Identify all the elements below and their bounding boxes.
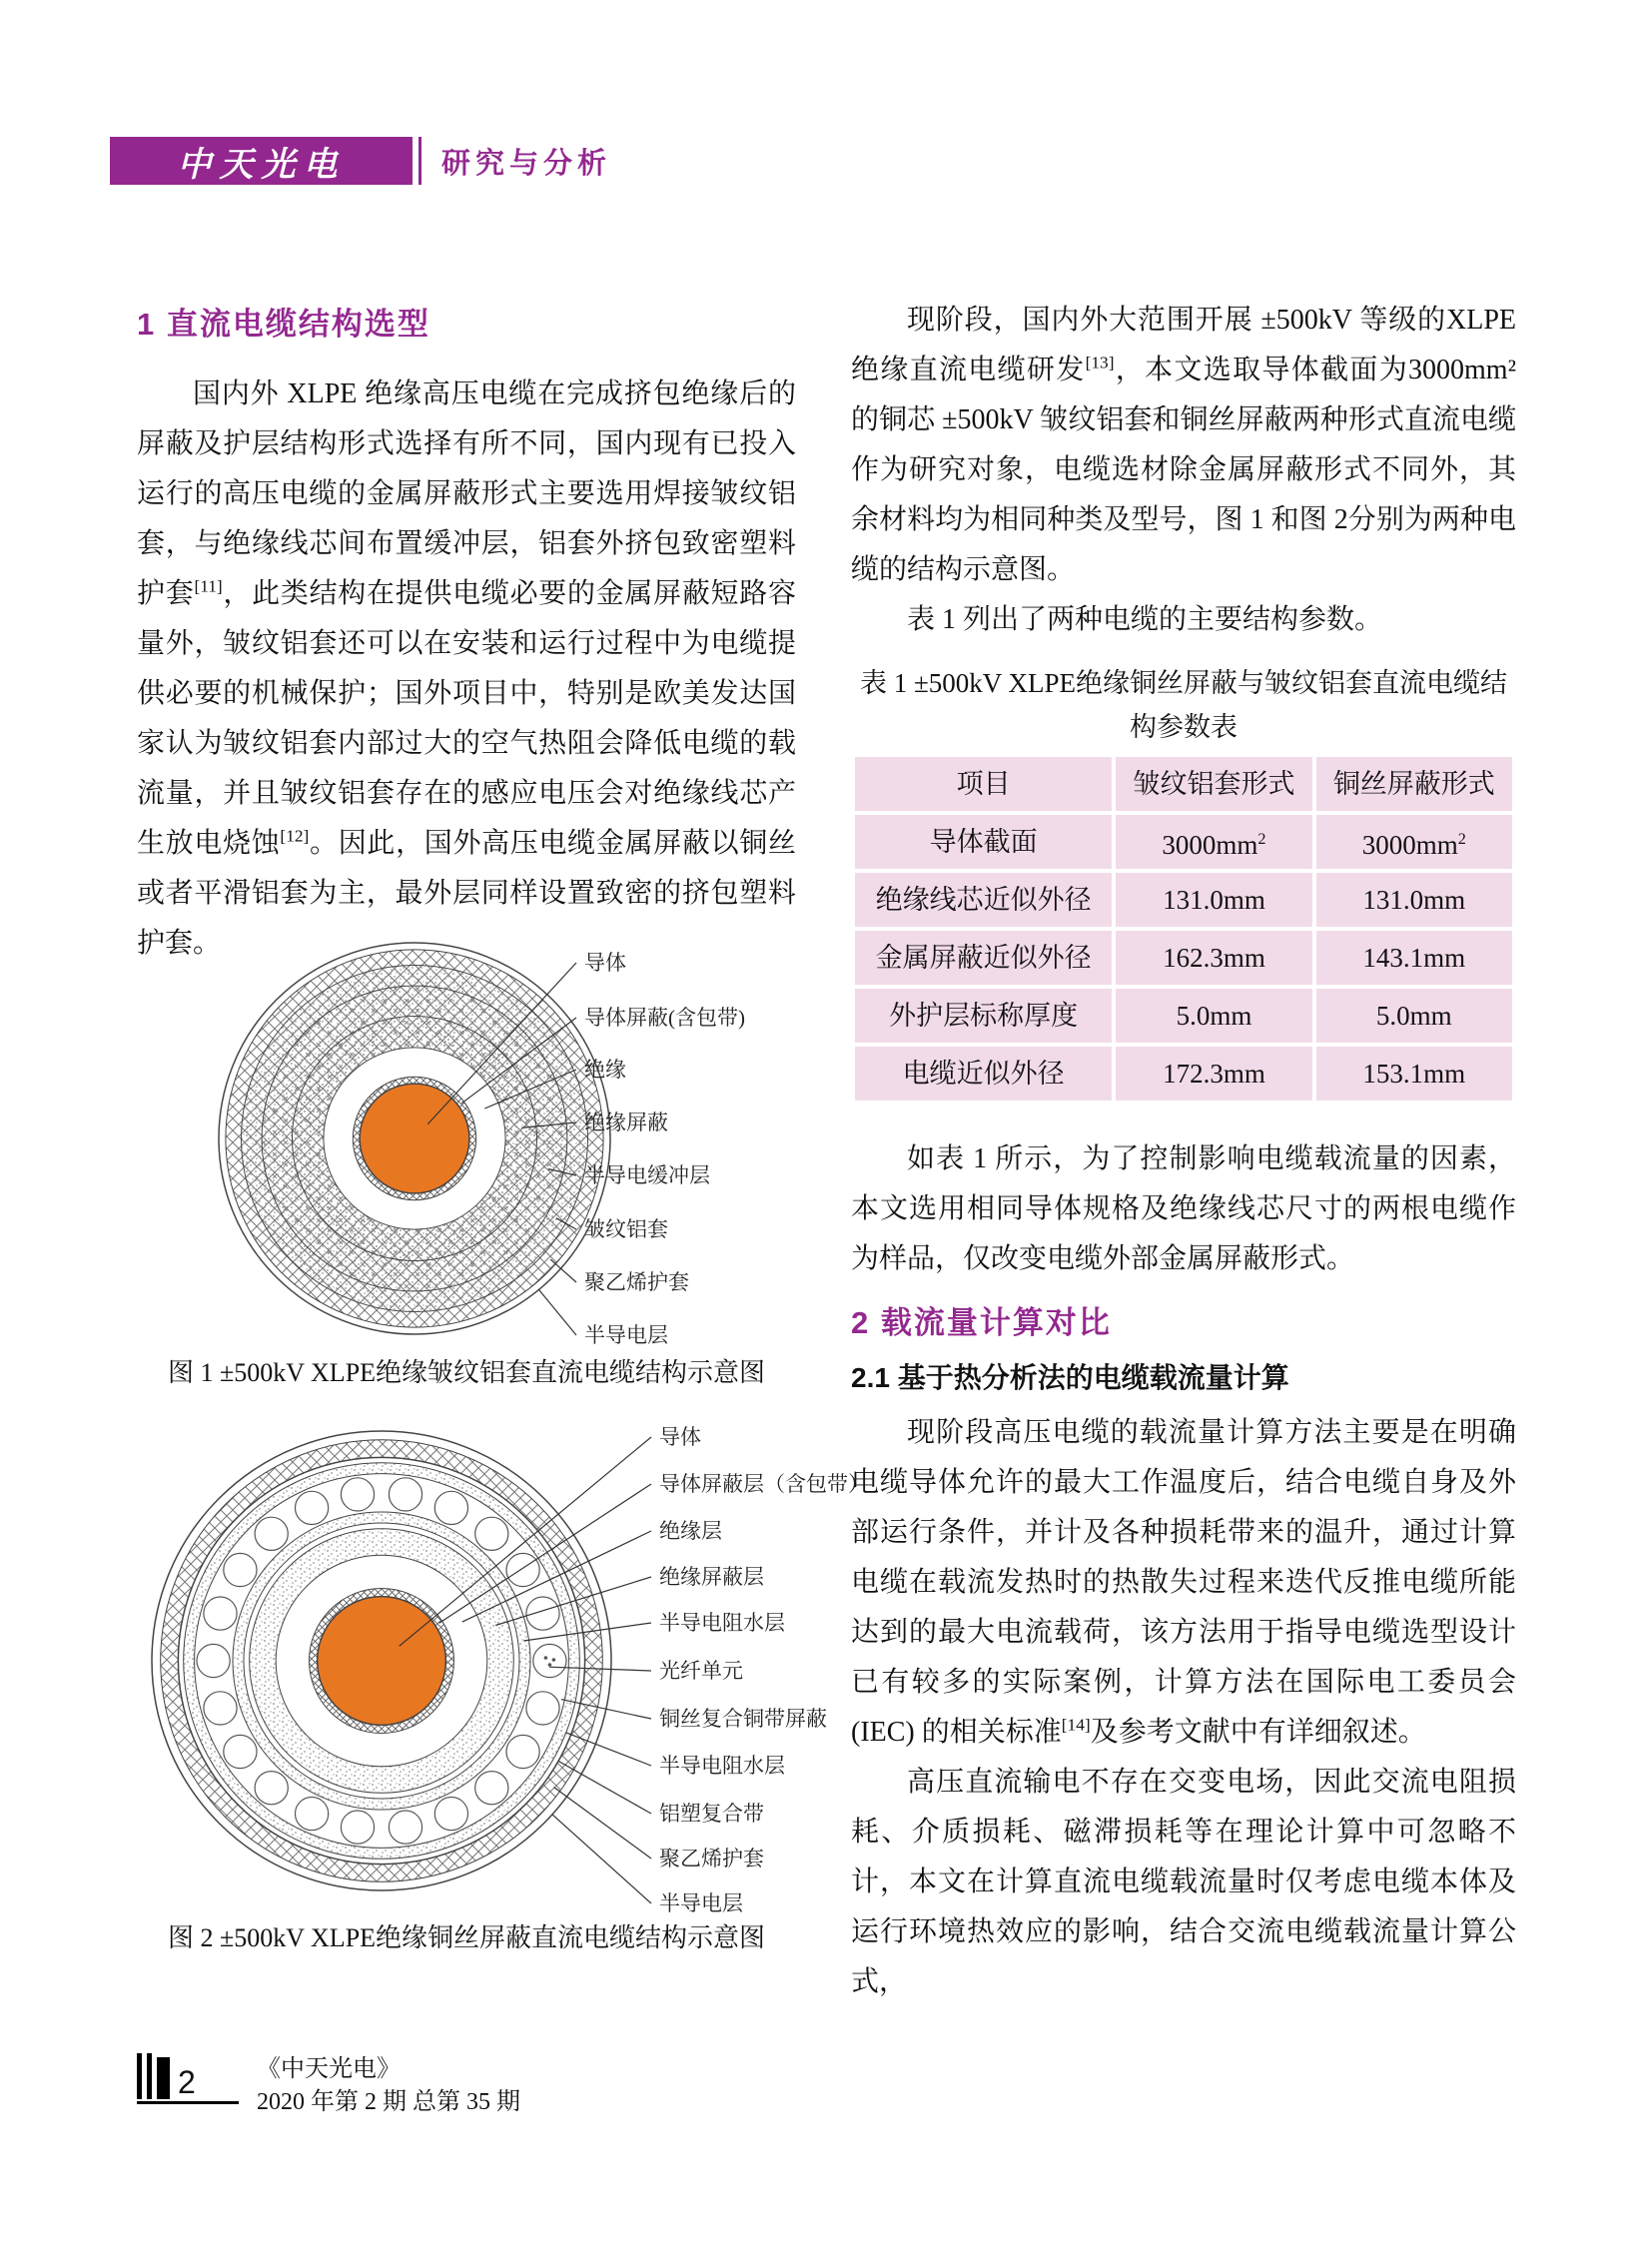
table-cell: 外护层标称厚度 [855,989,1112,1043]
figure-label: 半导电阻水层 [659,1611,785,1635]
issue-info: 2020 年第 2 期 总第 35 期 [257,2089,520,2115]
table-cell: $3000mm^2$ [1316,815,1512,869]
figure-label: 半导电缓冲层 [584,1163,710,1187]
right-paragraph-5: 高压直流输电不存在交变电场，因此交流电阻损耗、介质损耗、磁滞损耗等在理论计算中可忽略不计，本文在计算直流电缆载流量时仅考虑电缆本体及运行环境热效应的影响，结合交流电缆载流量计算公式， [851,1767,1516,1997]
table-cell: 金属屏蔽近似外径 [855,931,1112,985]
figure-label: 聚乙烯护套 [584,1270,689,1294]
table-row [855,815,1512,869]
table-row [855,873,1512,927]
table-row [855,931,1512,985]
table-row [855,989,1512,1043]
right-paragraph-3: 如表 1 所示，为了控制影响电缆载流量的因素，本文选用相同导体规格及绝缘线芯尺寸的两根电缆作为样品，仅改变电缆外部金属屏蔽形式。 [851,1143,1516,1274]
header-section-tag: 研究与分析 [441,147,612,180]
section-2-1-heading: 2.1 基于热分析法的电缆载流量计算 [851,1362,1289,1393]
table-cell: 5.0mm [1316,989,1512,1043]
figure1-cable-cross-section [137,927,836,1356]
table-header-cell: 铜丝屏蔽形式 [1316,757,1512,811]
figure1-svg [137,927,836,1356]
right-column [851,296,1516,2007]
page-footer [137,2053,520,2119]
figure-label: 绝缘层 [659,1519,722,1543]
table-cell: $3000mm^2$ [1116,815,1311,869]
figure2-caption: 图 2 ±500kV XLPE绝缘铜丝屏蔽直流电缆结构示意图 [167,1923,766,1952]
figure-label: 导体 [659,1425,701,1449]
figure-label: 半导电层 [584,1323,668,1347]
barcode-icon [137,2053,170,2099]
left-paragraph-1: 国内外 XLPE 绝缘高压电缆在完成挤包绝缘后的屏蔽及护层结构形式选择有所不同，国内现有已投入运行的高压电缆的金属屏蔽形式主要选用焊接皱纹铝套，与绝缘线芯间布置缓冲层，铝套外挤包致密塑料护套[11]，此类结构在提供电缆必要的金属屏蔽短路容量外，皱纹铝套还可以在安装和运行过程中为电缆提供必要的机械保护；国外项目中，特别是欧美发达国家认为皱纹铝套内部过大的空气热阻会降低电缆的载流量，并且皱纹铝套存在的感应电压会对绝缘线芯产生放电烧蚀[12]。因此，国外高压电缆金属屏蔽以铜丝或者平滑铝套为主，最外层同样设置致密的挤包塑料护套。 [137,378,796,959]
figure-label: 导体屏蔽层（含包带） [659,1472,869,1496]
figure-label: 皱纹铝套 [584,1217,668,1241]
section-2-heading: 2 载流量计算对比 [851,1305,1112,1340]
figure2-cable-cross-section [137,1414,876,1918]
table-body [855,815,1512,1101]
figure-label: 绝缘 [584,1058,626,1082]
table-cell: 162.3mm [1116,931,1311,985]
table-row [855,1047,1512,1101]
table-cell: 143.1mm [1316,931,1512,985]
page-number: 2 [178,2064,196,2100]
figure-label: 聚乙烯护套 [659,1847,764,1870]
table-cell: 131.0mm [1116,873,1311,927]
table-cell: 172.3mm [1116,1047,1311,1101]
figure-label: 导体屏蔽(含包带) [584,1006,745,1030]
table-cell: 导体截面 [855,815,1112,869]
right-paragraph-2: 表 1 列出了两种电缆的主要结构参数。 [907,604,1383,635]
figure1-caption: 图 1 ±500kV XLPE绝缘皱纹铝套直流电缆结构示意图 [167,1358,766,1387]
figure2-svg [137,1414,876,1918]
figure-label: 半导电阻水层 [659,1754,785,1778]
table-cell: 153.1mm [1316,1047,1512,1101]
table-header-row [855,757,1512,811]
right-paragraph-1: 现阶段，国内外大范围开展 ±500kV 等级的XLPE 绝缘直流电缆研发[13]，本文选取导体截面为3000mm²的铜芯 ±500kV 皱纹铝套和铜丝屏蔽两种形式直流电缆作为研究对象，电缆选材除金属屏蔽形式不同外，其余材料均为相同种类及型号，图 1 和图 2分别为两种电缆的结构示意图。 [851,305,1516,585]
right-paragraph-4: 现阶段高压电缆的载流量计算方法主要是在明确电缆导体允许的最大工作温度后，结合电缆自身及外部运行条件，并计及各种损耗带来的温升，通过计算电缆在载流发热时的热散失过程来迭代反推电缆所能达到的最大电流载荷，该方法用于指导电缆选型设计已有较多的实际案例，计算方法在国际电工委员会(IEC) 的相关标准[14]及参考文献中有详细叙述。 [851,1417,1516,1748]
table-header-cell: 皱纹铝套形式 [1116,757,1311,811]
table-cell: 电缆近似外径 [855,1047,1112,1101]
figure-label: 铜丝复合铜带屏蔽 [659,1707,827,1731]
figure-label: 导体 [584,951,626,975]
page-number-block [137,2053,239,2104]
table-cell: 131.0mm [1316,873,1512,927]
figure-label: 绝缘屏蔽层 [659,1565,764,1589]
journal-name: 《中天光电》 [257,2056,401,2082]
figure-label: 光纤单元 [659,1659,743,1683]
figure-label: 铝塑复合带 [659,1802,764,1826]
table-cell: 绝缘线芯近似外径 [855,873,1112,927]
section-1-heading: 1 直流电缆结构选型 [137,307,430,342]
table-header-cell: 项目 [855,757,1112,811]
table1-caption: 表 1 ±500kV XLPE绝缘铜丝屏蔽与皱纹铝套直流电缆结构参数表 [859,668,1508,742]
figure-label: 绝缘屏蔽 [584,1111,668,1134]
journal-logo: 中天光电 [110,137,413,185]
table1-structure-parameters [851,753,1516,1105]
figure-label: 半导电层 [659,1891,743,1915]
page-header [110,137,631,185]
journal-info [257,2053,520,2119]
table-cell: 5.0mm [1116,989,1311,1043]
left-column [137,296,796,969]
